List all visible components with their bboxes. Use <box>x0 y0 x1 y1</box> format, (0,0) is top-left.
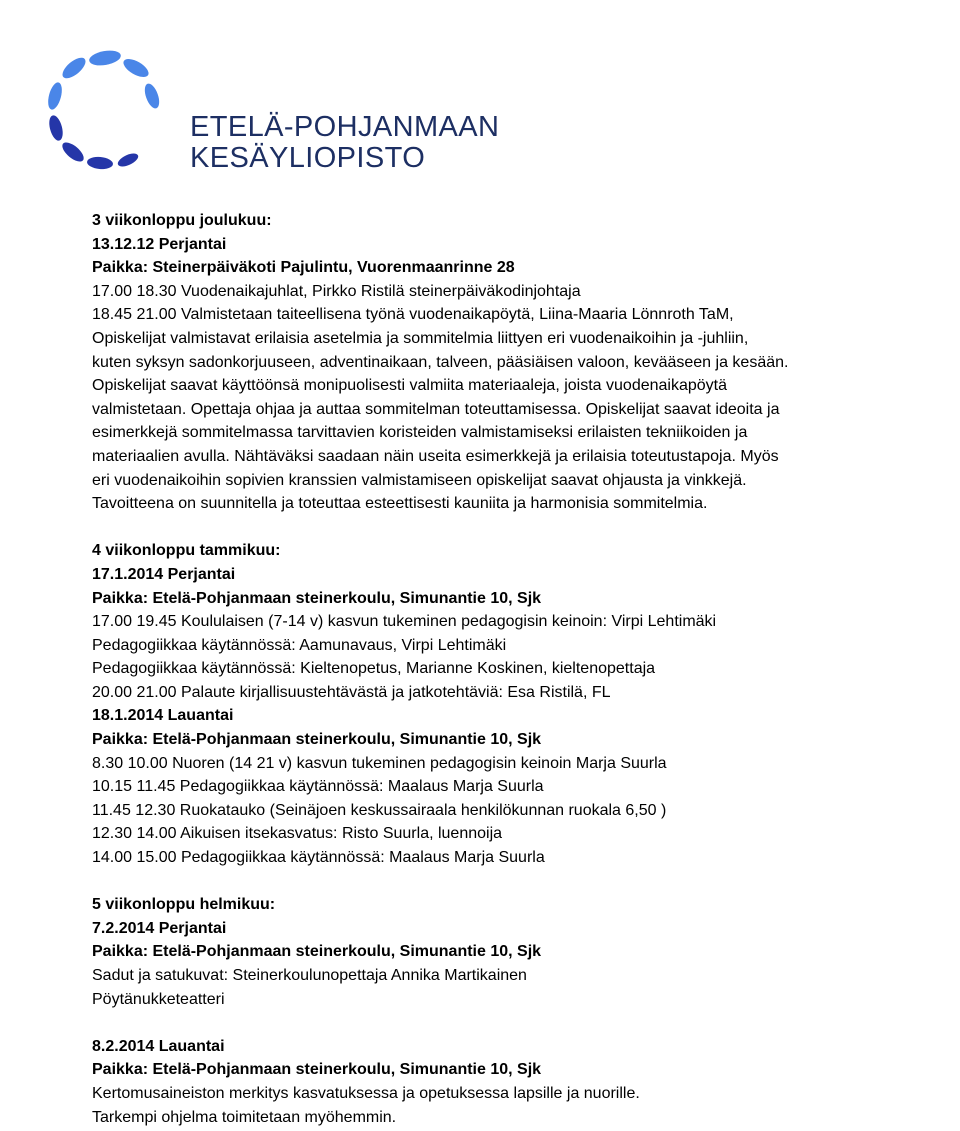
week5-day1-place: Paikka: Etelä-Pohjanmaan steinerkoulu, Simunantie 10, Sjk <box>92 943 542 961</box>
logo <box>40 44 500 174</box>
week4-day1-place: Paikka: Etelä-Pohjanmaan steinerkoulu, Simunantie 10, Sjk <box>92 589 542 607</box>
week4-day2-item: 10.15 11.45 Pedagogiikkaa käytännössä: Maalaus Marja Suurla <box>92 778 544 796</box>
logo-line-2: KESÄYLIOPISTO <box>190 142 426 174</box>
week3-date: 13.12.12 Perjantai <box>92 235 227 253</box>
week3-item: 17.00 18.30 Vuodenaikajuhlat, Pirkko Ristilä steinerpäiväkodinjohtaja <box>92 282 581 300</box>
week3-paragraph-line: Opiskelijat valmistavat erilaisia asetelmia ja sommitelmia liittyen eri vuodenaikoihin ja -juhliin, <box>92 329 749 347</box>
week5-day2-place: Paikka: Etelä-Pohjanmaan steinerkoulu, Simunantie 10, Sjk <box>92 1061 542 1079</box>
week5-day2-date: 8.2.2014 Lauantai <box>92 1037 225 1055</box>
document-body <box>92 209 872 1129</box>
week5-day1-date: 7.2.2014 Perjantai <box>92 919 227 937</box>
week3-item: 18.45 21.00 Valmistetaan taiteellisena työnä vuodenaikapöytä, Liina-Maaria Lönnroth TaM, <box>92 306 734 324</box>
week4-day2-date: 18.1.2014 Lauantai <box>92 707 234 725</box>
logo-text <box>190 112 499 174</box>
week4-day2-item: 11.45 12.30 Ruokatauko (Seinäjoen keskussairaala henkilökunnan ruokala 6,50 ) <box>92 801 667 819</box>
week3-paragraph-line: Opiskelijat saavat käyttöönsä monipuolisesti valmiita materiaaleja, joista vuodenaikapöytä <box>92 377 727 395</box>
week3-paragraph-line: eri vuodenaikoihin sopivien kranssien valmistamiseen opiskelijat saavat ohjausta ja vinkkejä. <box>92 471 747 489</box>
week3-paragraph-line: kuten syksyn sadonkorjuuseen, adventinaikaan, talveen, pääsiäisen valoon, kevääseen ja kesään. <box>92 353 789 371</box>
week4-day2-item: 12.30 14.00 Aikuisen itsekasvatus: Risto Suurla, luennoija <box>92 825 503 843</box>
week5-heading: 5 viikonloppu helmikuu: <box>92 896 276 914</box>
week4-day1-item: 20.00 21.00 Palaute kirjallisuustehtävästä ja jatkotehtäviä: Esa Ristilä, FL <box>92 683 611 701</box>
spacer <box>92 870 872 894</box>
week5-day2-item: Kertomusaineiston merkitys kasvatuksessa ja opetuksessa lapsille ja nuorille. <box>92 1084 640 1102</box>
week4-day1-item: 17.00 19.45 Koululaisen (7-14 v) kasvun tukeminen pedagogisin keinoin: Virpi Lehtimäki <box>92 613 717 631</box>
week4-day1-item: Pedagogiikkaa käytännössä: Aamunavaus, Virpi Lehtimäki <box>92 636 507 654</box>
week3-place: Paikka: Steinerpäiväkoti Pajulintu, Vuorenmaanrinne 28 <box>92 259 515 277</box>
week4-day1-item: Pedagogiikkaa käytännössä: Kieltenopetus, Marianne Koskinen, kieltenopettaja <box>92 660 656 678</box>
week5-day1-item: Pöytänukketeatteri <box>92 990 225 1008</box>
week4-day2-place: Paikka: Etelä-Pohjanmaan steinerkoulu, Simunantie 10, Sjk <box>92 731 542 749</box>
logo-line-1: ETELÄ-POHJANMAAN <box>190 111 500 143</box>
week4-day1-date: 17.1.2014 Perjantai <box>92 565 236 583</box>
spacer <box>92 516 872 540</box>
week3-paragraph-line: Tavoitteena on suunnitella ja toteuttaa esteettisesti kauniita ja harmonisia sommitelmia. <box>92 495 708 513</box>
logo-leaf-ring-icon <box>40 44 170 174</box>
week4-day2-item: 8.30 10.00 Nuoren (14 21 v) kasvun tukeminen pedagogisin keinoin Marja Suurla <box>92 754 667 772</box>
spacer <box>92 1011 872 1035</box>
week4-heading: 4 viikonloppu tammikuu: <box>92 542 281 560</box>
week3-heading: 3 viikonloppu joulukuu: <box>92 212 272 229</box>
week5-day1-item: Sadut ja satukuvat: Steinerkoulunopettaja Annika Martikainen <box>92 967 527 984</box>
week3-paragraph-line: esimerkkejä sommitelmassa tarvittavien koristeiden valmistamiseksi erilaisten tekniikoiden ja <box>92 424 748 442</box>
week3-paragraph-line: valmistetaan. Opettaja ohjaa ja auttaa sommitelman toteuttamisessa. Opiskelijat saavat ideoita ja <box>92 400 780 418</box>
week3-paragraph-line: materiaalien avulla. Nähtäväksi saadaan näin useita esimerkkejä ja erilaisia toteutustapoja. Myös <box>92 447 779 465</box>
week5-day2-item: Tarkempi ohjelma toimitetaan myöhemmin. <box>92 1108 397 1126</box>
week4-day2-item: 14.00 15.00 Pedagogiikkaa käytännössä: Maalaus Marja Suurla <box>92 849 545 867</box>
